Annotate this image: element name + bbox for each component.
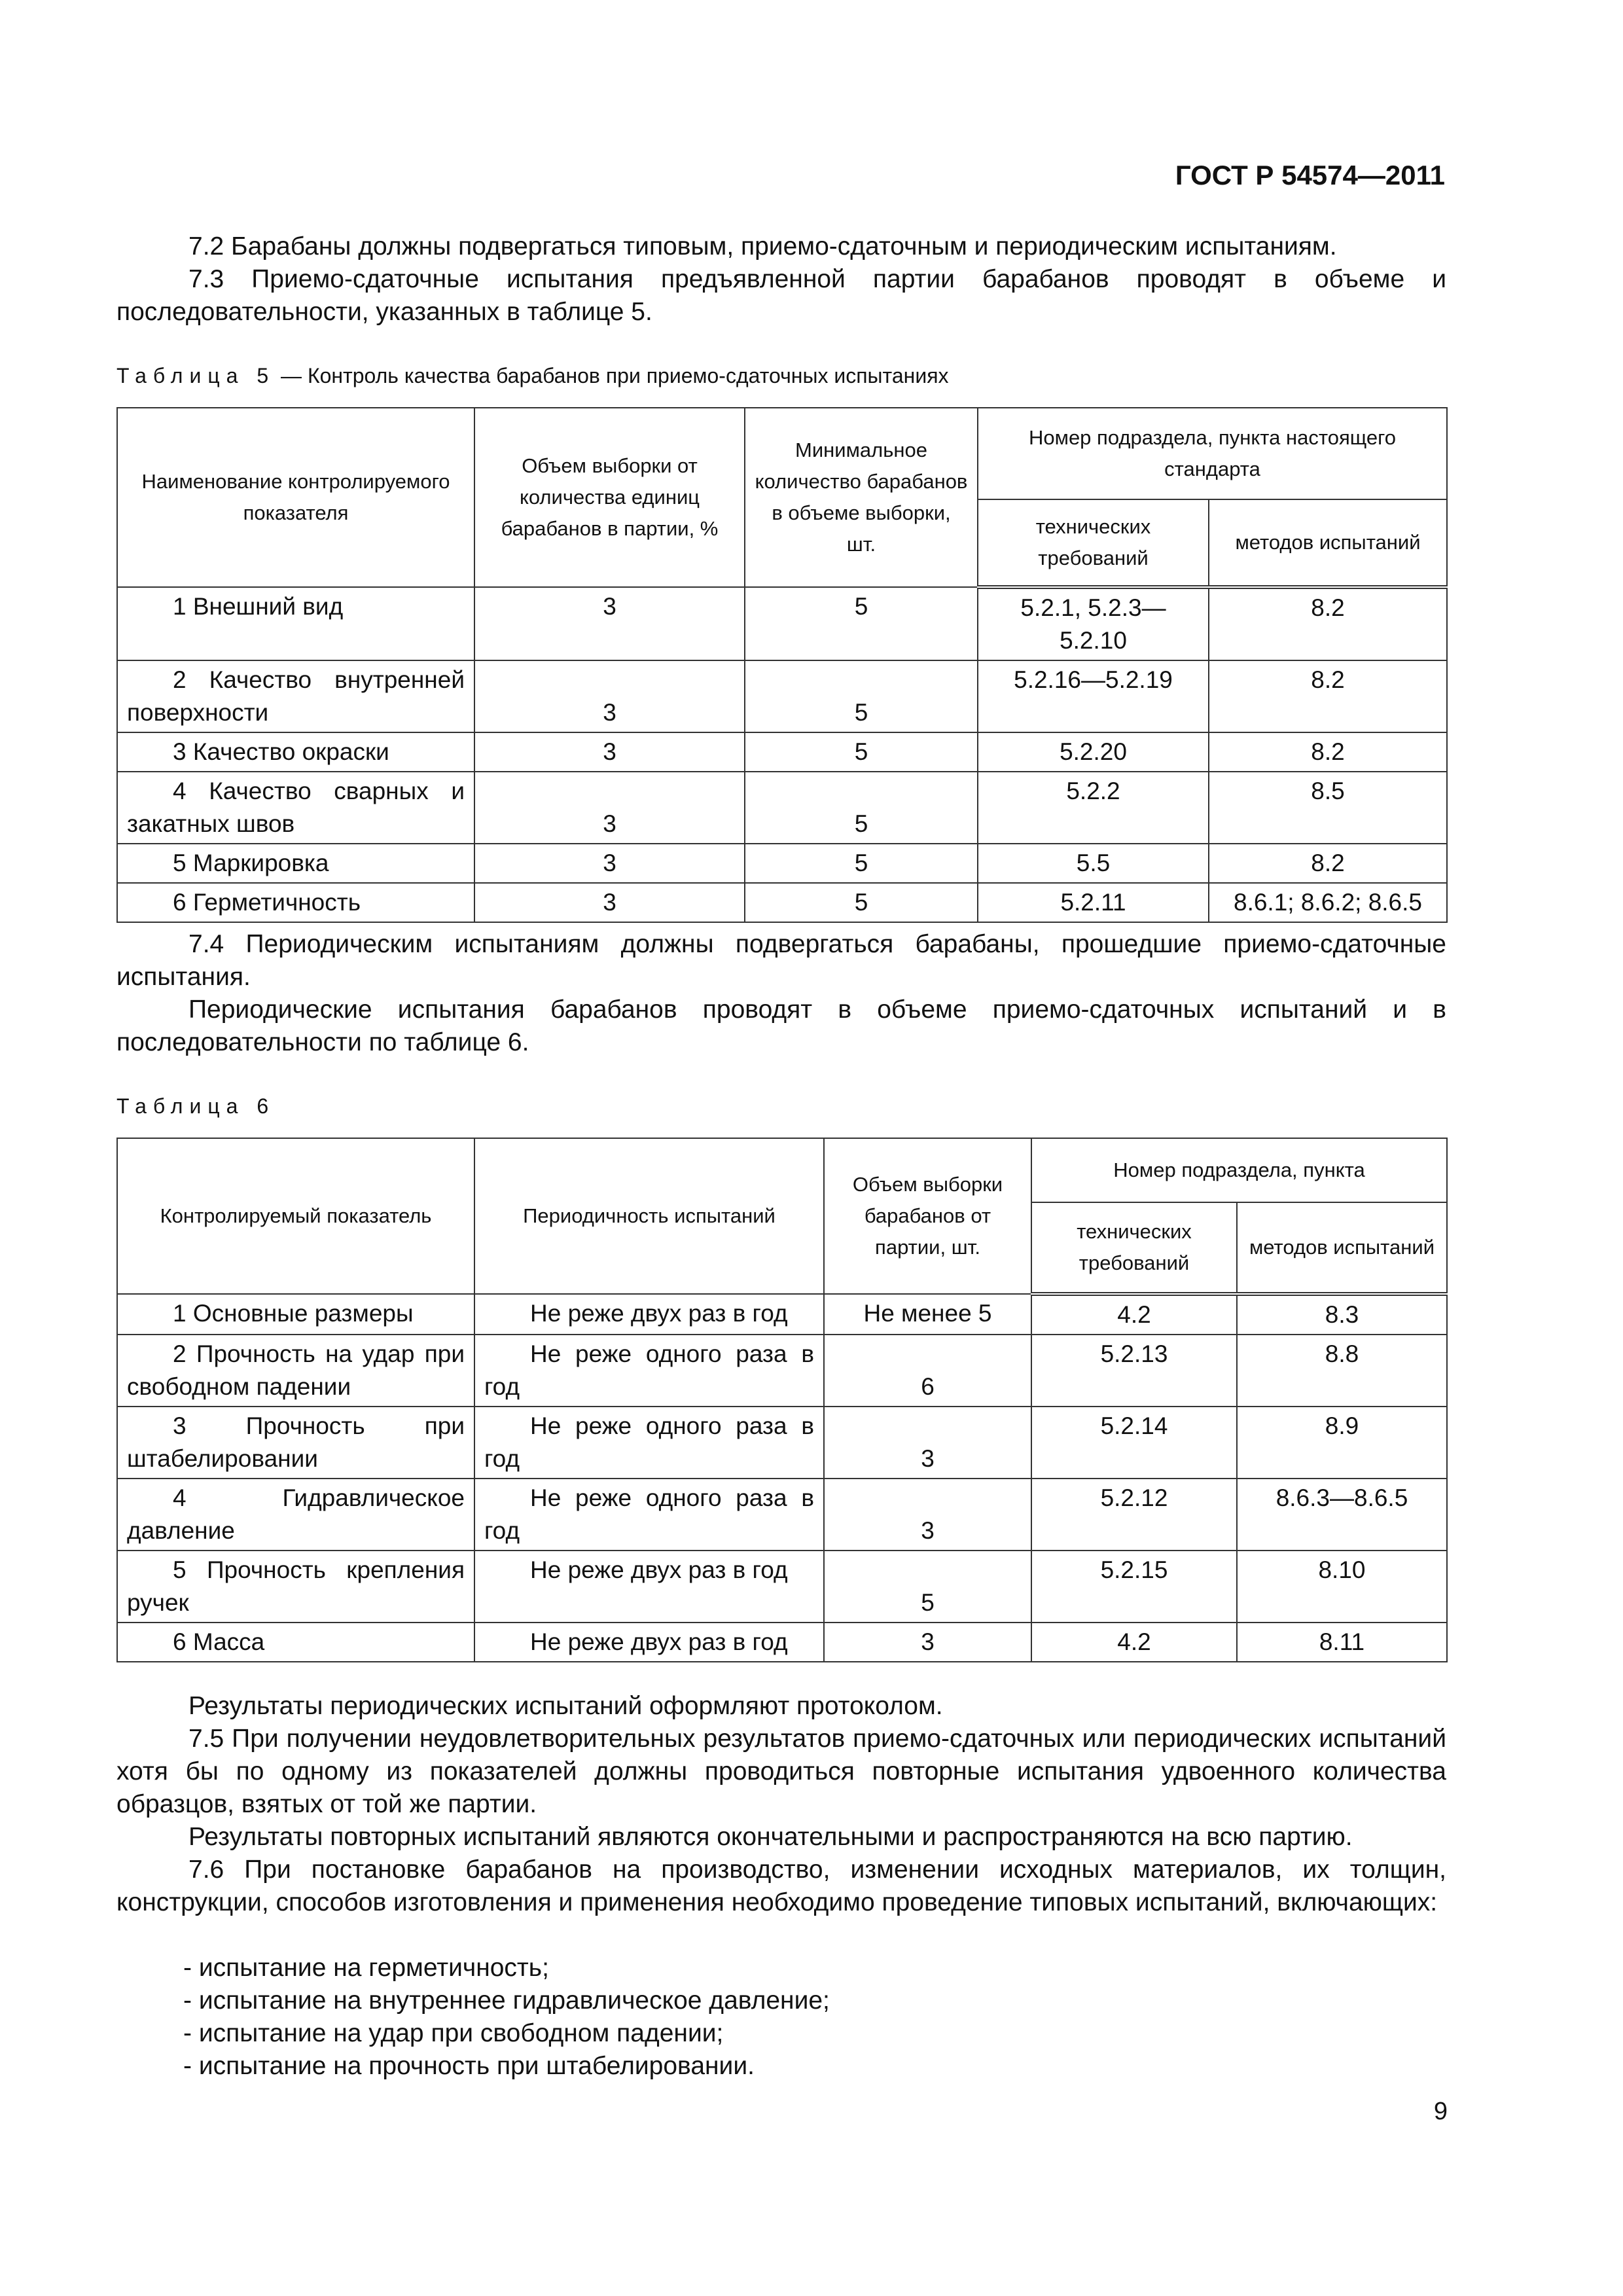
- table5-header-methods: методов испытаний: [1209, 499, 1447, 587]
- table-row: [117, 772, 1447, 844]
- table6-header-methods: методов испытаний: [1237, 1202, 1447, 1294]
- table6-header-indicator: Контролируемый показатель: [117, 1138, 474, 1294]
- row-sample: 3: [824, 1407, 1031, 1479]
- row-name: 6 Масса: [117, 1623, 474, 1662]
- table5-header-tech: технических требований: [978, 499, 1209, 587]
- row-method: 8.6.3—8.6.5: [1237, 1479, 1447, 1551]
- row-method: 8.9: [1237, 1407, 1447, 1479]
- paragraph-7-4: 7.4 Периодическим испытаниям должны подвергаться барабаны, прошедшие приемо-сдаточные испытания.: [116, 930, 1446, 991]
- row-sample: Не менее 5: [824, 1294, 1031, 1335]
- row-tech: 5.5: [978, 844, 1209, 883]
- row-period: Не реже одного раза в год: [474, 1335, 824, 1407]
- table-row: [117, 1294, 1447, 1335]
- row-period: Не реже двух раз в год: [474, 1551, 824, 1623]
- row-period: Не реже двух раз в год: [474, 1623, 824, 1662]
- paragraph-periodic: Периодические испытания барабанов проводят в объеме приемо-сдаточных испытаний и в последовательности по таблице 6.: [116, 996, 1446, 1056]
- row-name: 4 Гидравлическое давление: [117, 1479, 474, 1551]
- row-tech: 4.2: [1031, 1623, 1237, 1662]
- table-row: [117, 883, 1447, 922]
- paragraph-7-5: 7.5 При получении неудовлетворительных результатов приемо-сдаточных или периодических испытаний хотя бы по одному из показателей должны проводиться повторные испытания удвоенного количества образцов, взятых от той же партии.: [116, 1725, 1446, 1818]
- table6-header-sample: Объем выборки барабанов от партии, шт.: [824, 1138, 1031, 1294]
- row-name: 1 Внешний вид: [117, 587, 474, 660]
- row-tech: 5.2.20: [978, 732, 1209, 772]
- row-sample: 3: [474, 844, 745, 883]
- row-sample: 3: [824, 1623, 1031, 1662]
- row-method: 8.11: [1237, 1623, 1447, 1662]
- table-row: [117, 660, 1447, 732]
- row-method: 8.3: [1237, 1294, 1447, 1335]
- row-method: 8.6.1; 8.6.2; 8.6.5: [1209, 883, 1447, 922]
- row-tech: 5.2.14: [1031, 1407, 1237, 1479]
- table5-header-section-group: Номер подраздела, пункта настоящего стандарта: [978, 408, 1447, 499]
- row-tech: 5.2.15: [1031, 1551, 1237, 1623]
- row-min: 5: [745, 883, 978, 922]
- table-row: [117, 732, 1447, 772]
- row-tech: 5.2.1, 5.2.3—5.2.10: [978, 587, 1209, 660]
- row-min: 5: [745, 660, 978, 732]
- paragraph-7-3: 7.3 Приемо-сдаточные испытания предъявленной партии барабанов проводят в объеме и последовательности, указанных в таблице 5.: [116, 265, 1446, 326]
- row-method: 8.2: [1209, 732, 1447, 772]
- table5-header-sample: Объем выборки от количества единиц барабанов в партии, %: [474, 408, 745, 587]
- row-name: 2 Качество внутренней поверхности: [117, 660, 474, 732]
- paragraph-repeat-results: Результаты повторных испытаний являются окончательными и распространяются на всю партию.: [188, 1823, 1353, 1851]
- row-tech: 4.2: [1031, 1294, 1237, 1335]
- table-row: [117, 1407, 1447, 1479]
- table5-caption: [116, 364, 949, 388]
- row-min: 5: [745, 732, 978, 772]
- row-sample: 3: [474, 883, 745, 922]
- list-item: - испытание на прочность при штабелировании.: [183, 2052, 755, 2080]
- row-tech: 5.2.12: [1031, 1479, 1237, 1551]
- table6-caption: [116, 1094, 275, 1119]
- table6-header-section-group: Номер подраздела, пункта: [1031, 1138, 1447, 1202]
- row-min: 5: [745, 772, 978, 844]
- table6-header-period: Периодичность испытаний: [474, 1138, 824, 1294]
- row-name: 5 Маркировка: [117, 844, 474, 883]
- table-5: [116, 407, 1448, 923]
- row-method: 8.2: [1209, 660, 1447, 732]
- table5-caption-label: Таблица 5: [116, 364, 276, 387]
- row-method: 8.5: [1209, 772, 1447, 844]
- row-name: 2 Прочность на удар при свободном падении: [117, 1335, 474, 1407]
- row-method: 8.2: [1209, 587, 1447, 660]
- row-name: 5 Прочность крепления ручек: [117, 1551, 474, 1623]
- row-period: Не реже одного раза в год: [474, 1479, 824, 1551]
- row-sample: 3: [474, 732, 745, 772]
- table-row: [117, 587, 1447, 660]
- row-tech: 5.2.11: [978, 883, 1209, 922]
- table-6: [116, 1138, 1448, 1662]
- paragraph-7-2: 7.2 Барабаны должны подвергаться типовым, приемо-сдаточным и периодическим испытаниям.: [188, 232, 1337, 260]
- row-name: 1 Основные размеры: [117, 1294, 474, 1335]
- bottom-text: [116, 1690, 1446, 1919]
- row-min: 5: [745, 844, 978, 883]
- row-name: 3 Прочность при штабелировании: [117, 1407, 474, 1479]
- middle-text: [116, 928, 1446, 1059]
- row-period: Не реже двух раз в год: [474, 1294, 824, 1335]
- table5-header-name: Наименование контролируемого показателя: [117, 408, 474, 587]
- list-item: - испытание на герметичность;: [183, 1954, 549, 1982]
- row-method: 8.2: [1209, 844, 1447, 883]
- row-sample: 3: [474, 587, 745, 660]
- table-row: [117, 844, 1447, 883]
- page-number: 9: [1433, 2098, 1448, 2125]
- list-item: - испытание на внутреннее гидравлическое давление;: [183, 1986, 830, 2015]
- row-name: 3 Качество окраски: [117, 732, 474, 772]
- row-sample: 3: [474, 660, 745, 732]
- row-min: 5: [745, 587, 978, 660]
- row-method: 8.8: [1237, 1335, 1447, 1407]
- row-method: 8.10: [1237, 1551, 1447, 1623]
- table-row: [117, 1623, 1447, 1662]
- row-tech: 5.2.16—5.2.19: [978, 660, 1209, 732]
- table-row: [117, 1479, 1447, 1551]
- row-name: 6 Герметичность: [117, 883, 474, 922]
- row-tech: 5.2.2: [978, 772, 1209, 844]
- paragraph-results: Результаты периодических испытаний оформляют протоколом.: [188, 1692, 943, 1720]
- paragraph-7-6: 7.6 При постановке барабанов на производство, изменении исходных материалов, их толщин, конструкции, способов изготовления и применения необходимо проведение типовых испытаний, включающих:: [116, 1856, 1446, 1916]
- row-sample: 3: [824, 1479, 1031, 1551]
- intro-text: [116, 230, 1446, 329]
- table5-caption-text: — Контроль качества барабанов при приемо-сдаточных испытаниях: [275, 364, 949, 387]
- table-row: [117, 1551, 1447, 1623]
- row-period: Не реже одного раза в год: [474, 1407, 824, 1479]
- row-tech: 5.2.13: [1031, 1335, 1237, 1407]
- row-sample: 5: [824, 1551, 1031, 1623]
- table6-header-tech: технических требований: [1031, 1202, 1237, 1294]
- row-name: 4 Качество сварных и закатных швов: [117, 772, 474, 844]
- test-list: [183, 1952, 830, 2083]
- table5-header-min: Минимальное количество барабанов в объеме выборки, шт.: [745, 408, 978, 587]
- list-item: - испытание на удар при свободном падении;: [183, 2019, 724, 2047]
- table-row: [117, 1335, 1447, 1407]
- document-id: ГОСТ Р 54574—2011: [1175, 160, 1445, 190]
- table6-caption-label: Таблица 6: [116, 1094, 276, 1118]
- row-sample: 3: [474, 772, 745, 844]
- row-sample: 6: [824, 1335, 1031, 1407]
